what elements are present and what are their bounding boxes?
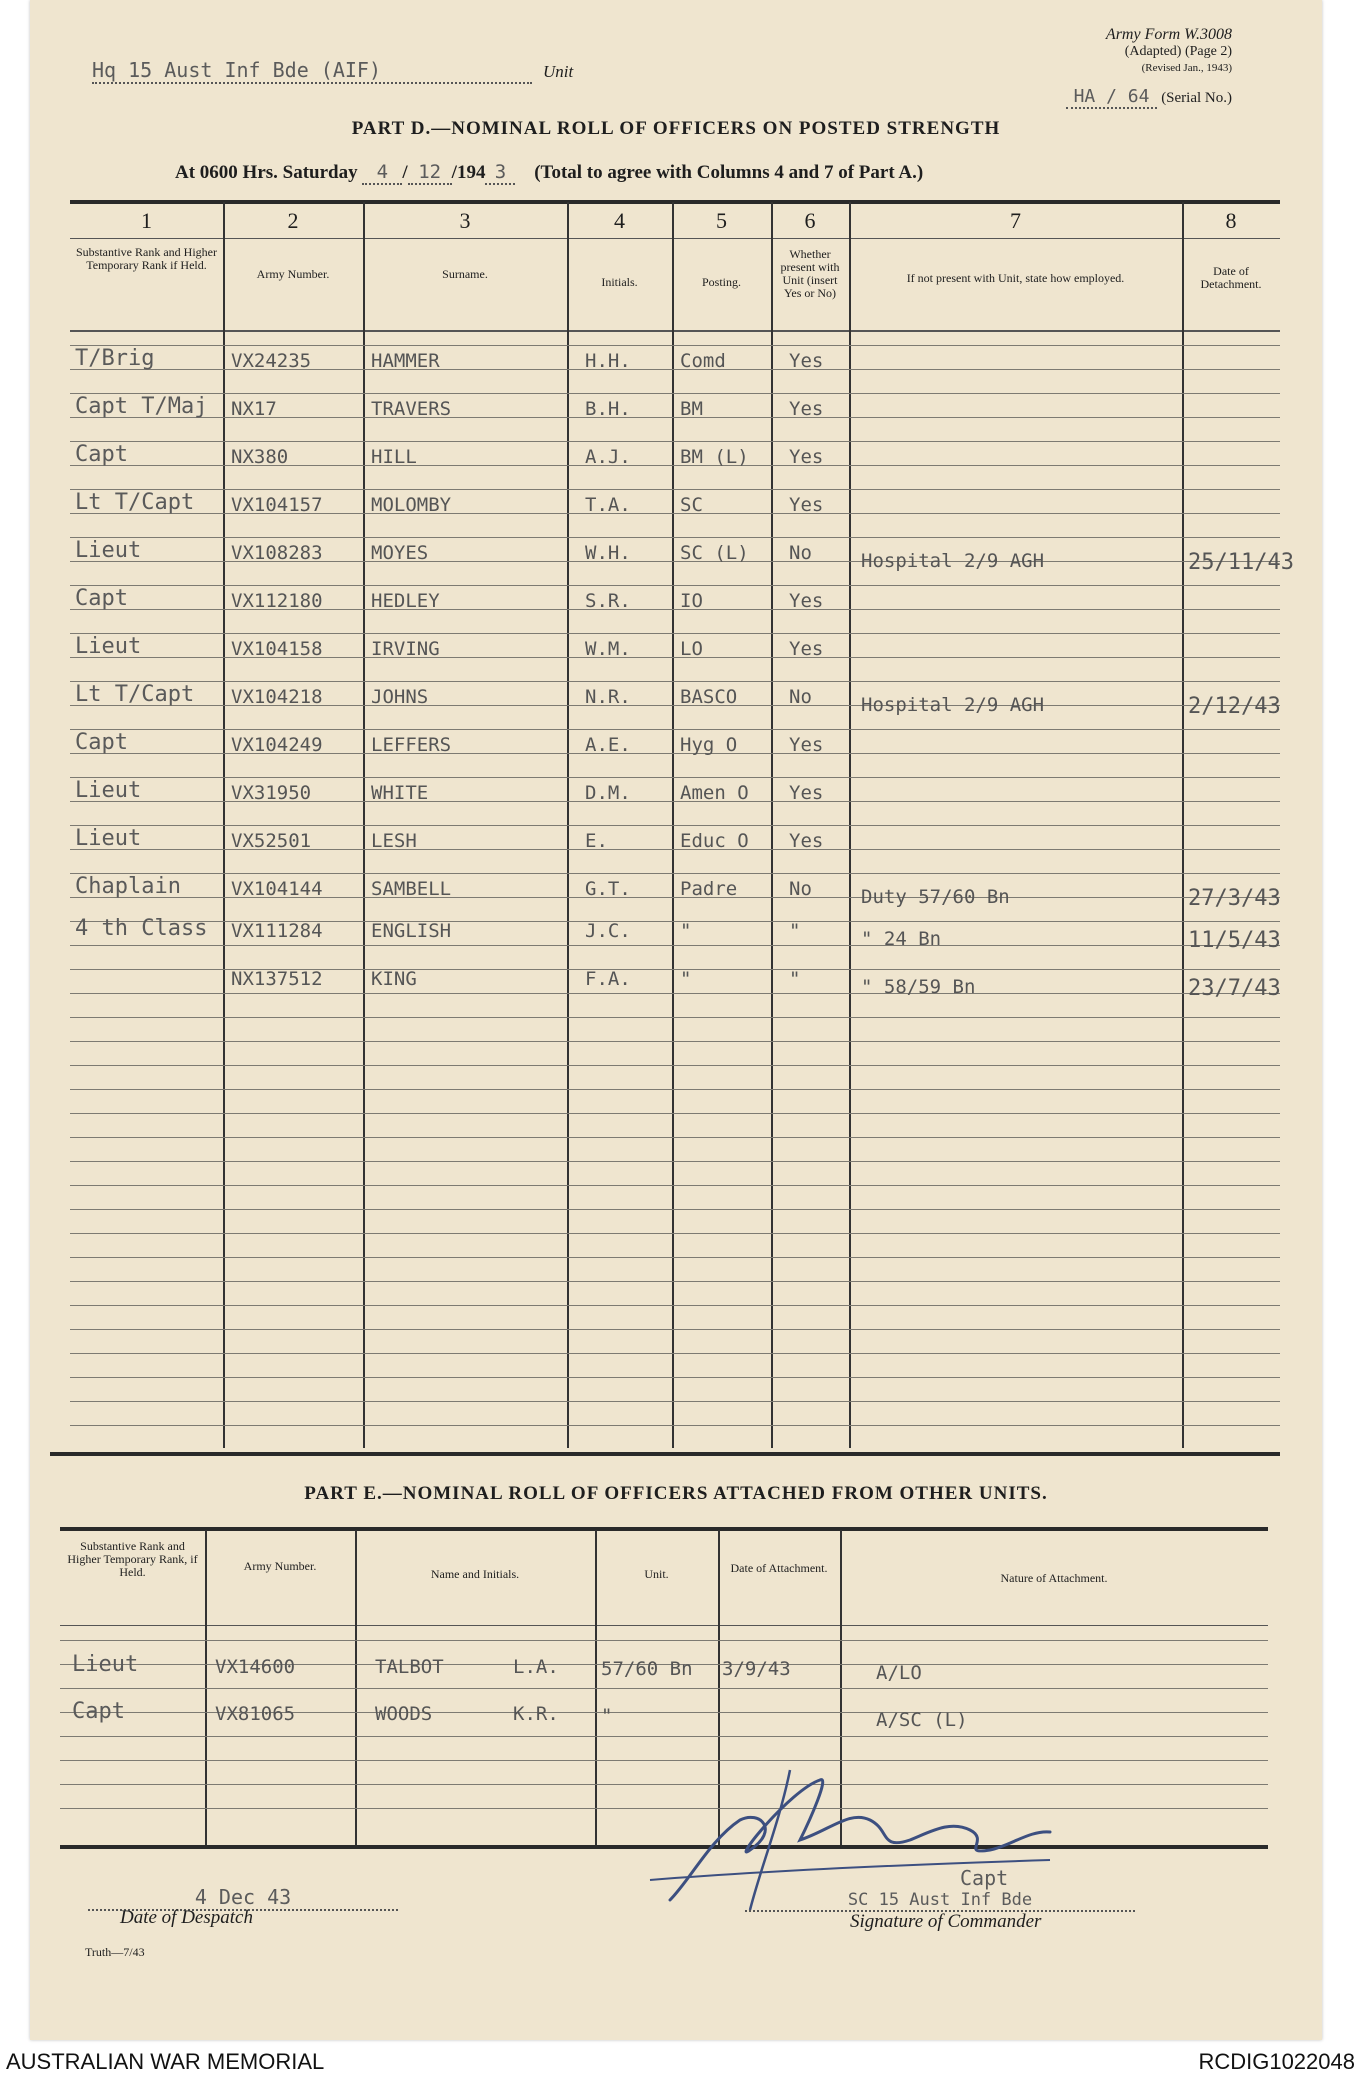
part-d-cell-date: 25/11/43 [1188,550,1294,575]
part-d-cell-present: No [789,542,812,564]
part-d-ruled-line [70,1065,1280,1066]
document-page [30,0,1322,2040]
part-d-cell-present: No [789,686,812,708]
part-d-ruled-line [70,1185,1280,1186]
part-d-ruled-line [70,1233,1280,1234]
part-d-cell-surname: MOLOMBY [371,494,452,516]
unit-label: Unit [543,62,574,81]
part-d-cell-present: " [789,920,801,942]
part-d-cell-initials: A.J. [585,446,631,468]
part-d-ruled-line [70,1137,1280,1138]
serial-value: HA / 64 [1066,86,1158,109]
part-d-ruled-line [70,873,1280,874]
part-d-cell-present: Yes [789,782,824,804]
part-d-ruled-line [70,537,1280,538]
part-e-cell-nature: A/SC (L) [876,1709,968,1731]
part-d-col-header: Surname. [442,267,488,281]
part-d-cell-rank: Lt T/Capt [75,490,195,515]
part-d-cell-date: 27/3/43 [1188,886,1281,911]
serial-line [1066,86,1232,109]
part-d-bottom-rule [50,1452,1280,1456]
part-d-col-number: 4 [614,208,625,233]
part-d-title: PART D.—NOMINAL ROLL OF OFFICERS ON POSTED STRENGTH [351,118,1001,139]
part-d-cell-posting: LO [680,638,703,660]
part-e-cell-name: TALBOT [375,1656,444,1678]
signature-unit: SC 15 Aust Inf Bde [847,1890,1033,1910]
part-d-cell-surname: HAMMER [371,350,440,372]
part-d-cell-rank: Capt [75,730,128,755]
part-d-ruled-line [70,1017,1280,1018]
part-d-cell-posting: IO [680,590,703,612]
part-d-num-rule [70,238,1280,239]
part-d-col-number: 2 [287,208,299,233]
part-d-cell-number: VX112180 [231,590,323,612]
part-d-cell-present: Yes [789,590,824,612]
part-e-cell-unit: " [601,1705,613,1727]
date-day: 4 [362,161,402,185]
at-prefix: At 0600 Hrs. Saturday [175,162,358,183]
part-d-ruled-line [70,1353,1280,1354]
part-d-col-number: 5 [716,208,727,233]
part-d-cell-number: VX24235 [231,350,312,372]
part-d-cell-rank: Capt [75,586,128,611]
date-year-digit: 3 [485,161,515,185]
part-d-ruled-line [70,1401,1280,1402]
part-d-cell-present: Yes [789,350,824,372]
part-d-cell-rank: Lieut [75,778,142,803]
part-d-cell-initials: J.C. [585,920,631,942]
part-d-ruled-line [70,1041,1280,1042]
part-d-cell-surname: LEFFERS [371,734,452,756]
part-e-col-header: Nature of Attachment. [1000,1571,1108,1585]
part-e-top-rule [60,1527,1268,1531]
part-d-cell-date: 11/5/43 [1188,928,1281,953]
part-d-cell-present: Yes [789,494,824,516]
part-d-cell-surname: KING [371,968,417,990]
part-d-cell-initials: S.R. [585,590,631,612]
part-d-cell-surname: WHITE [371,782,429,804]
part-e-cell-initials: L.A. [513,1656,559,1678]
part-d-ruled-line [70,489,1280,490]
part-d-cell-number: NX380 [231,446,289,468]
part-e-cell-number: VX81065 [215,1703,296,1725]
part-d-cell-posting: Padre [680,878,738,900]
part-d-cell-posting: BASCO [680,686,738,708]
part-d-cell-posting: BM [680,398,703,420]
part-d-col-header: Posting. [701,275,741,289]
part-d-cell-surname: ENGLISH [371,920,452,942]
part-e-cell-initials: K.R. [513,1703,559,1725]
part-d-cell-date: 23/7/43 [1188,976,1281,1001]
part-e-cell-unit: 57/60 Bn [601,1658,693,1680]
unit-value: Hq 15 Aust Inf Bde (AIF) [92,58,532,84]
signature-rank: Capt [960,1866,1009,1890]
part-d-cell-rank: Chaplain [75,874,181,899]
part-d-cell-present: Yes [789,830,824,852]
part-d-ruled-line [70,729,1280,730]
part-d-cell-number: VX104249 [231,734,323,756]
part-d-cell-initials: D.M. [585,782,631,804]
part-e-ruled-line [60,1688,1268,1689]
form-name: Army Form W.3008 [1105,26,1232,43]
part-d-col-number: 7 [1010,208,1021,233]
part-d-cell-rank: T/Brig [75,346,155,371]
part-d-cell-initials: A.E. [585,734,631,756]
part-e-head-rule [60,1625,1268,1626]
part-d-cell-posting: Amen O [680,782,749,804]
part-d-col-header: Date of Detachment. [1200,264,1262,291]
part-d-cell-surname: LESH [371,830,417,852]
part-e-cell-nature: A/LO [876,1662,922,1684]
part-d-ruled-line [70,1281,1280,1282]
part-d-ruled-line [70,1377,1280,1378]
part-e-cell-rank: Capt [72,1699,125,1724]
part-d-cell-number: VX104158 [231,638,323,660]
part-d-cell-present: Yes [789,446,824,468]
part-d-cell-rank: Lieut [75,634,142,659]
part-d-cell-posting: " [680,920,692,942]
part-d-cell-rank: Capt [75,442,128,467]
part-d-cell-rank: Lieut [75,826,142,851]
part-e-col-header: Name and Initials. [430,1567,520,1581]
part-e-ruled-line [60,1640,1268,1641]
part-e-cell-rank: Lieut [72,1652,139,1677]
part-d-cell-posting: SC (L) [680,542,749,564]
part-d-col-number: 3 [459,208,471,233]
part-d-cell-initials: E. [585,830,608,852]
part-d-col-number: 1 [141,208,152,233]
part-d-cell-rank: Lieut [75,538,142,563]
part-d-cell-initials: B.H. [585,398,631,420]
part-d-cell-present: Yes [789,734,824,756]
part-d-ruled-line [70,1161,1280,1162]
print-code: Truth—7/43 [85,1945,145,1959]
date-line: At 0600 Hrs. Saturday 4 / 12 /194 3 (Total to agree with Columns 4 and 7 of Part A.) [175,161,924,183]
part-d-ruled-line [70,681,1280,682]
part-d-cell-number: VX108283 [231,542,323,564]
part-d-ruled-line [70,1113,1280,1114]
part-d-cell-posting: SC [680,494,703,516]
part-d-cell-employed: " 58/59 Bn [861,976,976,998]
part-d-cell-initials: F.A. [585,968,631,990]
signature-label: Signature of Commander [850,1911,1042,1932]
part-d-top-rule [70,200,1280,204]
part-e-cell-date: 3/9/43 [722,1658,791,1680]
part-d-ruled-line [70,1257,1280,1258]
part-d-col-number: 6 [804,208,816,233]
part-d-ruled-line [70,1089,1280,1090]
part-d-cell-surname: HEDLEY [371,590,440,612]
part-d-cell-date: 2/12/43 [1188,694,1281,719]
part-d-head-rule [70,330,1280,332]
part-e-col-header: Unit. [644,1567,669,1581]
despatch-date-value: 4 Dec 43 [194,1885,292,1909]
part-d-cell-number: VX104218 [231,686,323,708]
signature-field [745,1890,1135,1912]
part-d-cell-posting: Educ O [680,830,749,852]
part-d-cell-rank: Lt T/Capt [75,682,195,707]
date-month: 12 [408,161,452,185]
part-d-cell-posting: " [680,968,692,990]
part-d-cell-surname: MOYES [371,542,429,564]
part-e-title: PART E.—NOMINAL ROLL OF OFFICERS ATTACHED FROM OTHER UNITS. [304,1483,1048,1504]
part-d-ruled-line [70,585,1280,586]
part-d-cell-surname: SAMBELL [371,878,452,900]
unit-line [92,58,573,84]
part-d-cell-present: No [789,878,812,900]
part-d-cell-rank: Capt T/Maj [75,394,208,419]
part-e-col-header: Army Number. [243,1559,317,1573]
date-year-prefix: 194 [456,162,486,183]
part-d-cell-initials: T.A. [585,494,631,516]
part-d-cell-surname: TRAVERS [371,398,452,420]
part-d-cell-initials: G.T. [585,878,631,900]
part-d-ruled-line [70,633,1280,634]
part-d-cell-employed: " 24 Bn [861,928,942,950]
part-d-cell-number: VX111284 [231,920,323,942]
part-d-ruled-line [70,777,1280,778]
part-d-ruled-line [70,945,1280,946]
part-e-cell-number: VX14600 [215,1656,296,1678]
part-e-cell-name: WOODS [375,1703,433,1725]
part-d-cell-surname: HILL [371,446,417,468]
serial-label: (Serial No.) [1161,90,1232,106]
part-d-col-header: If not present with Unit, state how employed. [906,271,1125,285]
part-d-cell-number: VX104144 [231,878,323,900]
part-d-ruled-line [70,345,1280,346]
part-d-cell-rank: 4 th Class [75,916,208,941]
part-d-cell-present: " [789,968,801,990]
part-d-cell-employed: Hospital 2/9 AGH [861,694,1045,716]
part-d-cell-initials: H.H. [585,350,631,372]
form-adapted: (Adapted) (Page 2) [1124,44,1232,59]
part-d-cell-number: NX137512 [231,968,323,990]
part-d-cell-posting: BM (L) [680,446,749,468]
despatch-date-label: Date of Despatch [120,1907,253,1928]
part-d-col-header: Initials. [601,275,638,289]
total-note: (Total to agree with Columns 4 and 7 of Part A.) [534,162,924,183]
part-e-ruled-line [60,1736,1268,1737]
part-d-cell-initials: W.H. [585,542,631,564]
part-d-ruled-line [70,1425,1280,1426]
form-identifier [992,26,1232,77]
part-d-ruled-line [70,441,1280,442]
part-d-cell-initials: N.R. [585,686,631,708]
part-d-col-header: Substantive Rank and Higher Temporary Rank if Held. [76,245,217,272]
part-d-ruled-line [70,993,1280,994]
archive-caption-left: AUSTRALIAN WAR MEMORIAL [6,2049,325,2074]
part-d-col-header: Army Number. [256,267,330,281]
part-d-cell-initials: W.M. [585,638,631,660]
part-d-cell-posting: Hyg O [680,734,738,756]
part-d-cell-present: Yes [789,638,824,660]
part-d-cell-number: VX104157 [231,494,323,516]
part-d-cell-surname: JOHNS [371,686,429,708]
part-d-ruled-line [70,1209,1280,1210]
part-d-cell-employed: Duty 57/60 Bn [861,886,1010,908]
part-d-cell-surname: IRVING [371,638,440,660]
part-d-cell-number: NX17 [231,398,277,420]
archive-caption-right: RCDIG1022048 [1198,2049,1355,2074]
part-e-col-header: Substantive Rank and Higher Temporary Rank, if Held. [67,1539,198,1579]
part-e-col-header: Date of Attachment. [730,1561,828,1575]
part-d-cell-present: Yes [789,398,824,420]
part-d-cell-posting: Comd [680,350,726,372]
part-d-col-header: Whether present with Unit (insert Yes or No) [780,247,840,300]
form-revised: (Revised Jan., 1943) [1141,62,1232,74]
part-d-ruled-line [70,393,1280,394]
part-d-col-number: 8 [1225,208,1237,233]
part-d-ruled-line [70,825,1280,826]
part-d-ruled-line [70,1329,1280,1330]
part-d-cell-employed: Hospital 2/9 AGH [861,550,1045,572]
part-d-cell-number: VX31950 [231,782,312,804]
part-d-ruled-line [70,1305,1280,1306]
part-d-cell-number: VX52501 [231,830,312,852]
